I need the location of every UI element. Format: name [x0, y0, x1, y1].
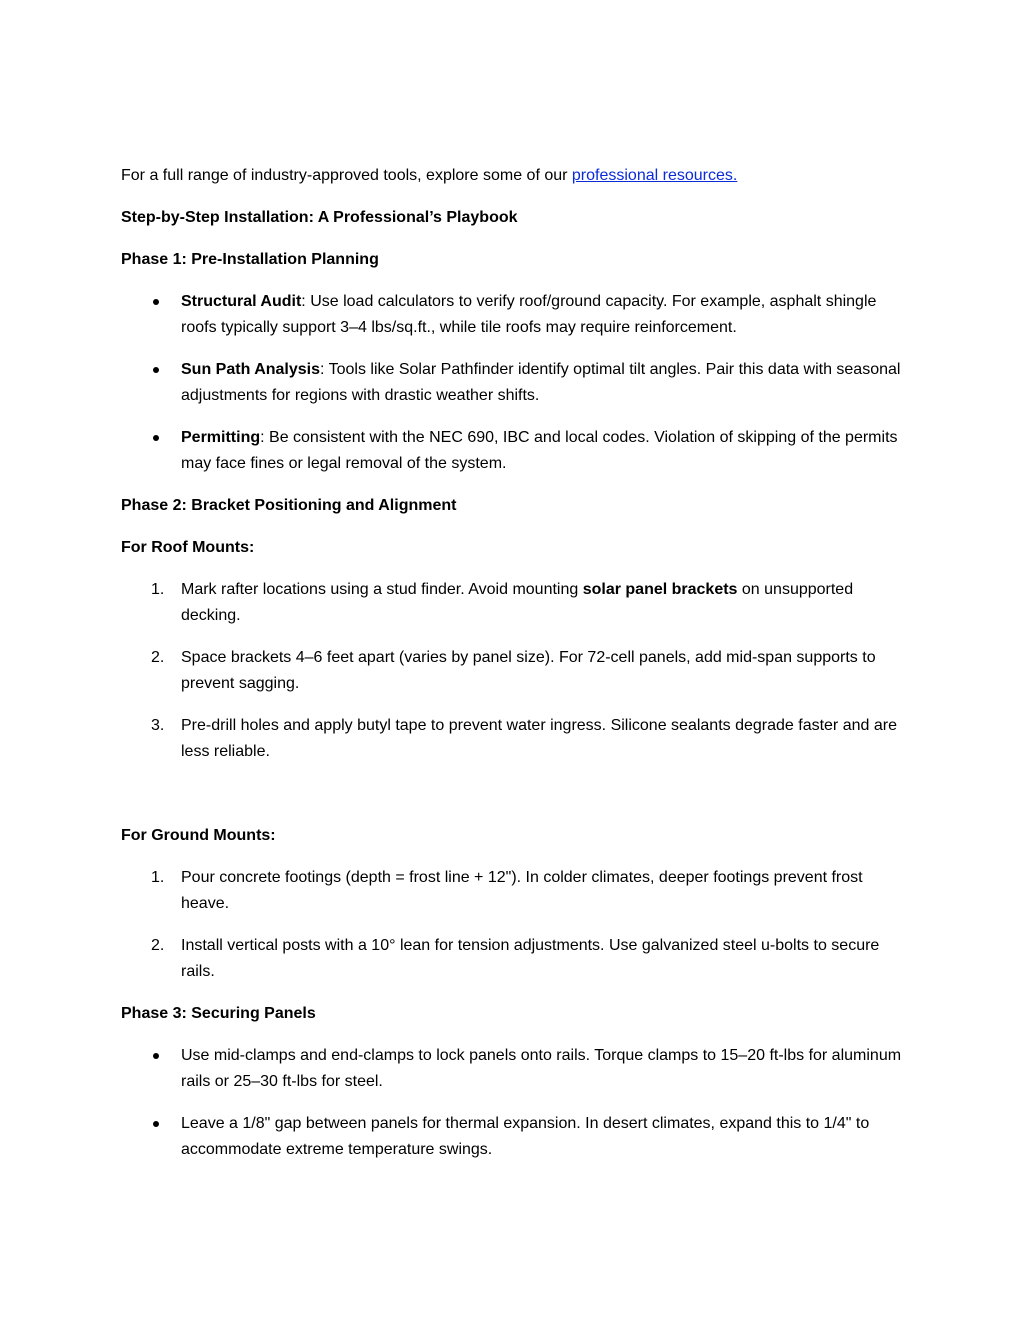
item-bold-term: Permitting [181, 429, 261, 446]
list-item [121, 357, 911, 409]
item-bold-term: solar panel brackets [582, 581, 738, 598]
spacer [121, 781, 911, 823]
item-text: Use mid-clamps and end-clamps to lock panels onto rails. Torque clamps to 15–20 ft-lbs for aluminum rails or 25–30 ft-lbs for steel. [181, 1047, 902, 1090]
item-bold-term: Structural Audit [181, 293, 302, 310]
professional-resources-link[interactable]: professional resources. [571, 167, 738, 184]
list-item [121, 1043, 911, 1095]
phase1-heading: Phase 1: Pre-Installation Planning [121, 251, 379, 268]
list-number: 2. [151, 649, 165, 666]
item-text: Mark rafter locations using a stud finder. Avoid mounting [181, 581, 583, 598]
bullet-icon [153, 299, 159, 305]
list-item [121, 933, 911, 985]
item-text: : Tools like Solar Pathfinder identify optimal tilt angles. Pair this data with seasonal adjustments for regions with drastic weather shifts. [181, 361, 901, 404]
item-text: Pour concrete footings (depth = frost line + 12"). In colder climates, deeper footings prevent frost heave. [181, 869, 863, 912]
list-item [121, 645, 911, 697]
list-number: 2. [151, 937, 165, 954]
list-number: 3. [151, 717, 165, 734]
ground-mounts-list [121, 865, 911, 985]
list-item [121, 289, 911, 341]
item-text: Install vertical posts with a 10° lean for tension adjustments. Use galvanized steel u-bolts to secure rails. [181, 937, 880, 980]
item-bold-term: Sun Path Analysis [181, 361, 320, 378]
item-text: : Use load calculators to verify roof/ground capacity. For example, asphalt shingle roofs typically support 3–4 lbs/sq.ft., while tile roofs may require reinforcement. [181, 293, 877, 336]
bullet-icon [153, 1053, 159, 1059]
item-text: Pre-drill holes and apply butyl tape to prevent water ingress. Silicone sealants degrade faster and are less reliable. [181, 717, 897, 760]
ground-mounts-heading: For Ground Mounts: [121, 827, 276, 844]
phase3-list [121, 1043, 911, 1163]
item-text: Leave a 1/8" gap between panels for thermal expansion. In desert climates, expand this to 1/4" to accommodate extreme temperature swings. [181, 1115, 870, 1158]
page-title: Step-by-Step Installation: A Professional’s Playbook [121, 209, 518, 226]
bullet-icon [153, 1121, 159, 1127]
phase3-heading: Phase 3: Securing Panels [121, 1005, 316, 1022]
list-item [121, 425, 911, 477]
list-item [121, 713, 911, 765]
list-item [121, 865, 911, 917]
intro-text: For a full range of industry-approved tools, explore some of our [121, 167, 572, 184]
roof-mounts-heading: For Roof Mounts: [121, 539, 255, 556]
roof-mounts-list [121, 577, 911, 765]
item-text: on unsupported decking. [181, 581, 854, 624]
list-number: 1. [151, 869, 165, 886]
item-text: : Be consistent with the NEC 690, IBC and local codes. Violation of skipping of the permits may face fines or legal removal of the system. [181, 429, 898, 472]
list-number: 1. [151, 581, 165, 598]
bullet-icon [153, 435, 159, 441]
document-body [121, 163, 911, 1179]
list-item [121, 1111, 911, 1163]
phase1-list [121, 289, 911, 477]
list-item [121, 577, 911, 629]
phase2-heading: Phase 2: Bracket Positioning and Alignment [121, 497, 457, 514]
intro-paragraph [121, 163, 911, 189]
item-text: Space brackets 4–6 feet apart (varies by panel size). For 72-cell panels, add mid-span supports to prevent sagging. [181, 649, 876, 692]
bullet-icon [153, 367, 159, 373]
